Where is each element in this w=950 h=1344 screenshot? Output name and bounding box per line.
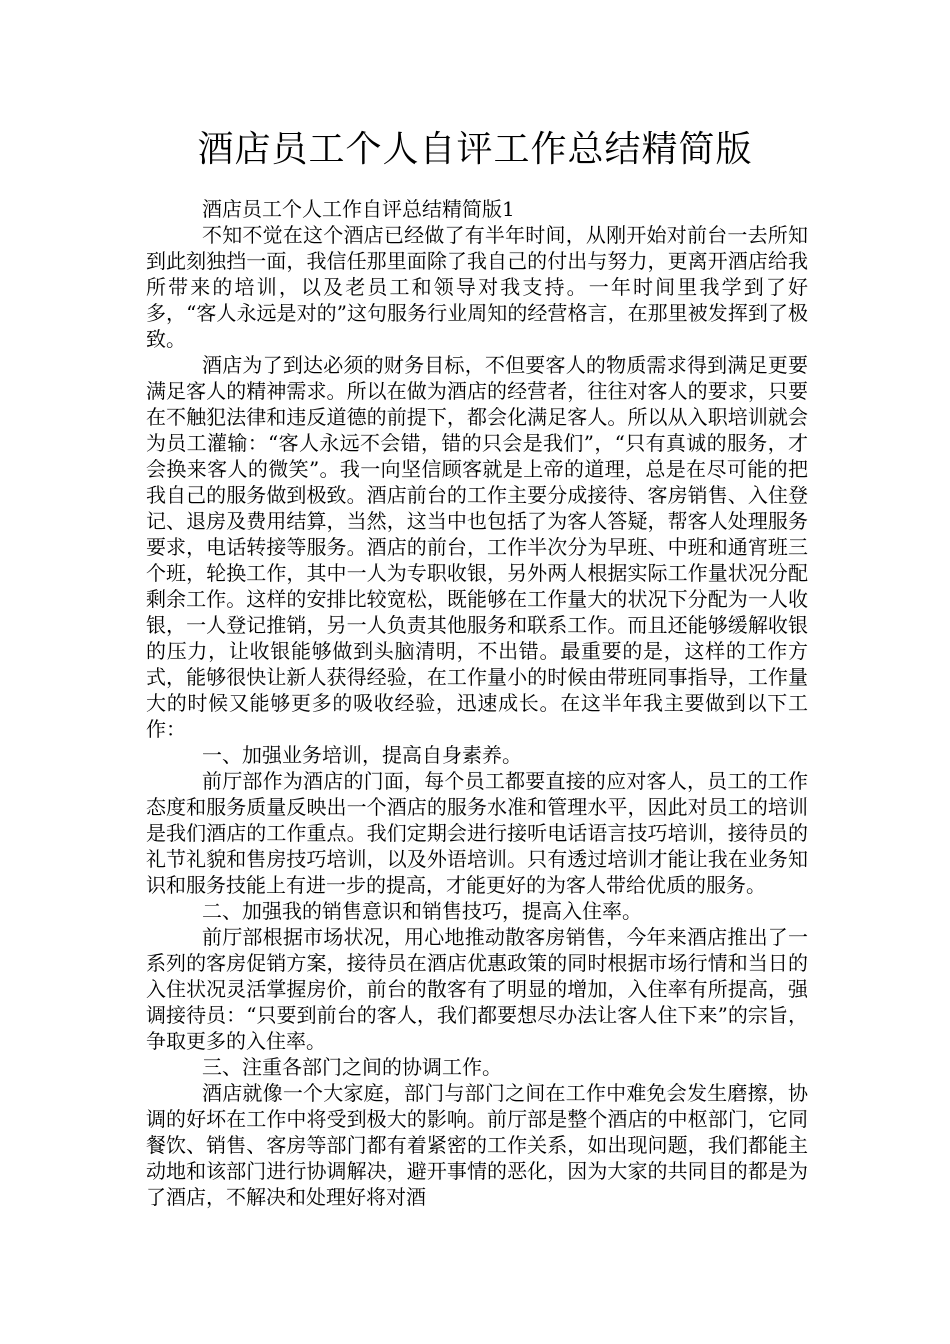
subtitle-paragraph: 酒店员工个人工作自评总结精简版1 xyxy=(202,197,515,221)
document-title: 酒店员工个人自评工作总结精简版 xyxy=(197,129,753,170)
body-paragraph: 前厅部作为酒店的门面，每个员工都要直接的应对客人，员工的工作态度和服务质量反映出一个酒店的服务水准和管理水平，因此对员工的培训是我们酒店的工作重点。我们定期会进行接听电话语言技巧培训，接待员的礼节礼貌和售房技巧培训，以及外语培训。只有透过培训才能让我在业务知识和服务技能上有进一步的提高，才能更好的为客人带给优质的服务。 xyxy=(146,769,808,897)
section-heading: 二、加强我的销售意识和销售技巧，提高入住率。 xyxy=(202,899,642,923)
section-heading: 一、加强业务培训，提高自身素养。 xyxy=(202,743,522,767)
document-body xyxy=(146,196,808,1210)
section-heading: 三、注重各部门之间的协调工作。 xyxy=(202,1055,502,1079)
body-paragraph: 酒店就像一个大家庭，部门与部门之间在工作中难免会发生磨擦，协调的好坏在工作中将受到极大的影响。前厅部是整个酒店的中枢部门，它同餐饮、销售、客房等部门都有着紧密的工作关系，如出现问题，我们都能主动地和该部门进行协调解决，避开事情的恶化，因为大家的共同目的都是为了酒店，不解决和处理好将对酒 xyxy=(146,1081,808,1209)
body-paragraph: 酒店为了到达必须的财务目标，不但要客人的物质需求得到满足更要满足客人的精神需求。所以在做为酒店的经营者，往往对客人的要求，只要在不触犯法律和违反道德的前提下，都会化满足客人。所以从入职培训就会为员工灌输：“客人永远不会错，错的只会是我们”，“只有真诚的服务，才会换来客人的微笑”。我一向坚信顾客就是上帝的道理，总是在尽可能的把我自己的服务做到极致。酒店前台的工作主要分成接待、客房销售、入住登记、退房及费用结算，当然，这当中也包括了为客人答疑，帮客人处理服务要求，电话转接等服务。酒店的前台，工作半次分为早班、中班和通宵班三个班，轮换工作，其中一人为专职收银，另外两人根据实际工作量状况分配剩余工作。这样的安排比较宽松，既能够在工作量大的状况下分配为一人收银，一人登记推销，另一人负责其他服务和联系工作。而且还能够缓解收银的压力，让收银能够做到头脑清明，不出错。最重要的是，这样的工作方式，能够很快让新人获得经验，在工作量小的时候由带班同事指导，工作量大的时候又能够更多的吸收经验，迅速成长。在这半年我主要做到以下工作： xyxy=(146,353,808,741)
body-paragraph: 前厅部根据市场状况，用心地推动散客房销售，今年来酒店推出了一系列的客房促销方案，接待员在酒店优惠政策的同时根据市场行情和当日的入住状况灵活掌握房价，前台的散客有了明显的增加，入住率有所提高，强调接待员：“只要到前台的客人，我们都要想尽办法让客人住下来”的宗旨，争取更多的入住率。 xyxy=(146,925,808,1053)
body-paragraph: 不知不觉在这个酒店已经做了有半年时间，从刚开始对前台一去所知到此刻独挡一面，我信任那里面除了我自己的付出与努力，更离开酒店给我所带来的培训，以及老员工和领导对我支持。一年时间里我学到了好多，“客人永远是对的”这句服务行业周知的经营格言，在那里被发挥到了极致。 xyxy=(146,223,808,351)
